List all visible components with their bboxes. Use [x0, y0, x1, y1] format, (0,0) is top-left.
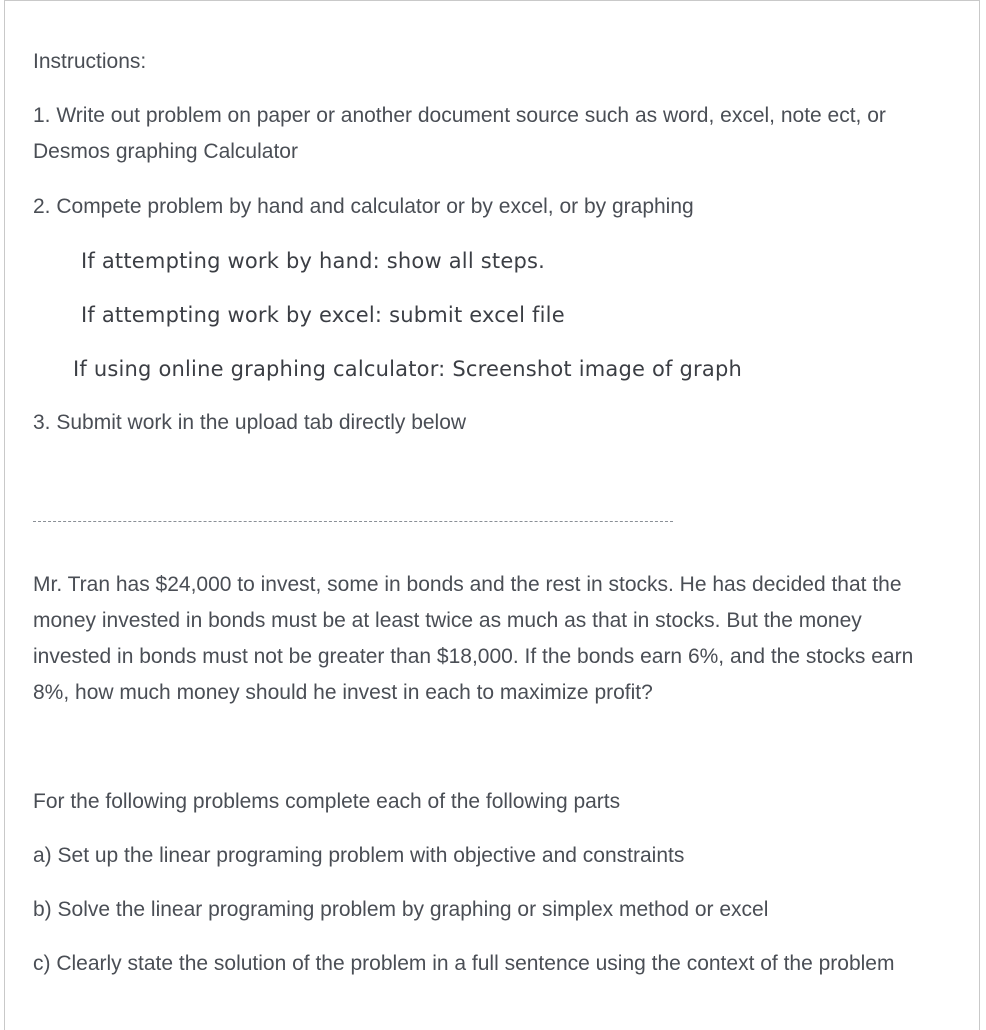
part-a: a) Set up the linear programing problem with objective and constraints	[33, 844, 685, 867]
part-c: c) Clearly state the solution of the problem in a full sentence using the context of the problem	[33, 952, 895, 975]
substep-by-hand: If attempting work by hand: show all steps.	[81, 249, 545, 273]
instruction-step-3: 3. Submit work in the upload tab directly below	[33, 411, 467, 434]
problem-statement: Mr. Tran has $24,000 to invest, some in bonds and the rest in stocks. He has decided that the money invested in bonds must be at least twice as much as that in stocks. But the money invested in bonds must not be greater than $18,000. If the bonds earn 6%, and the stocks earn 8%, how much money should he invest in each to maximize profit?	[33, 573, 914, 704]
dashed-divider	[33, 521, 673, 522]
instruction-step-2: 2. Compete problem by hand and calculator or by excel, or by graphing	[33, 195, 694, 218]
parts-intro: For the following problems complete each of the following parts	[33, 790, 621, 813]
substep-online-calculator: If using online graphing calculator: Screenshot image of graph	[73, 357, 742, 381]
part-b: b) Solve the linear programing problem by graphing or simplex method or excel	[33, 898, 769, 921]
instruction-step-1: 1. Write out problem on paper or another document source such as word, excel, note ect, or Desmos graphing Calculator	[33, 104, 886, 163]
instructions-heading: Instructions:	[33, 50, 147, 73]
substep-by-excel: If attempting work by excel: submit excel file	[81, 303, 565, 327]
